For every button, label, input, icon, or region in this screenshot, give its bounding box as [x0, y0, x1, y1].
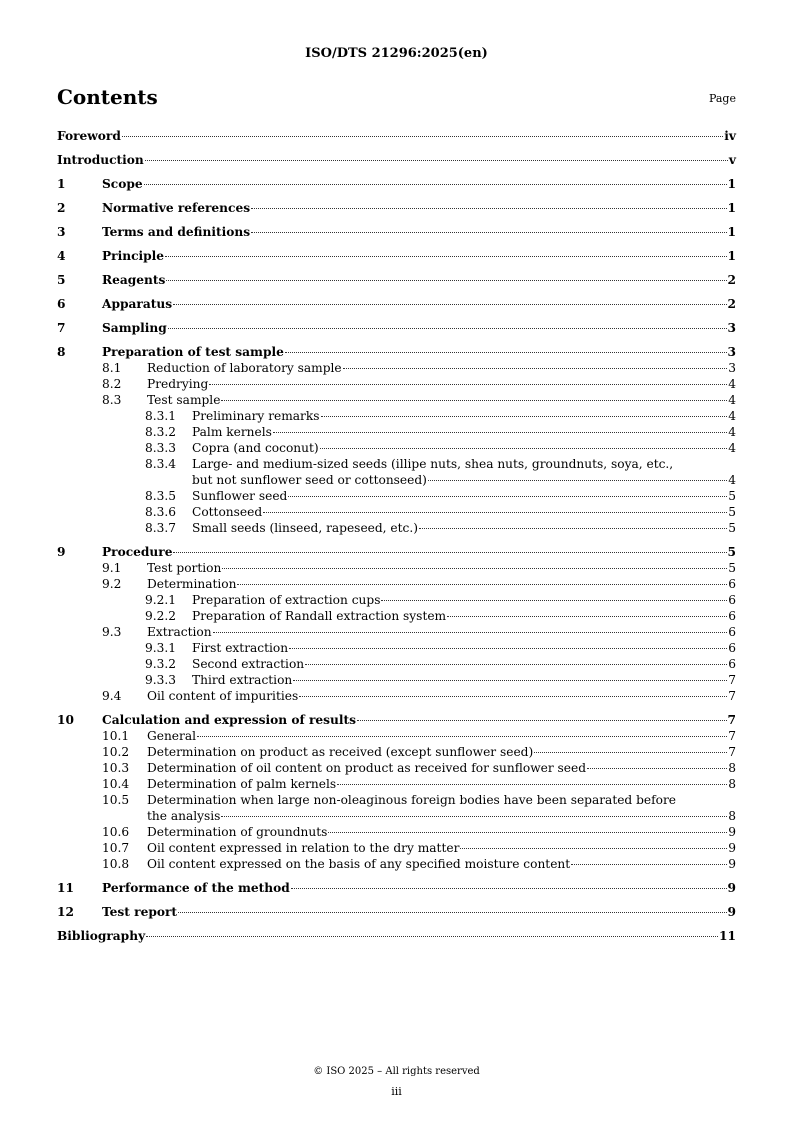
toc-leader [146, 936, 718, 937]
toc-leader [320, 448, 728, 449]
toc-page: 1 [727, 225, 736, 239]
toc-leader [122, 136, 723, 137]
toc-leader [237, 584, 727, 585]
toc-page: 6 [728, 625, 736, 639]
toc-page: 1 [727, 177, 736, 191]
toc-page: 4 [728, 441, 736, 455]
toc-leader [251, 208, 726, 209]
toc-text: Test portion [147, 561, 222, 575]
toc-entry-9-2-2[interactable] [57, 608, 736, 624]
toc-leader [328, 832, 727, 833]
toc-page: 4 [728, 377, 736, 391]
toc-number: 10.1 [102, 729, 130, 743]
toc-leader [534, 752, 727, 753]
toc-page: 3 [727, 321, 736, 335]
toc-text: Sunflower seed [192, 489, 288, 503]
toc-text: Bibliography [57, 929, 146, 943]
toc-number: 8 [57, 345, 66, 359]
toc-leader [299, 696, 727, 697]
toc-number: 10.7 [102, 841, 130, 855]
toc-leader [165, 256, 726, 257]
toc-number: 8.3.3 [145, 441, 177, 455]
toc-text: Preparation of Randall extraction system [192, 609, 447, 623]
toc-page: 7 [728, 673, 736, 687]
toc-page: 8 [728, 761, 736, 775]
toc-number: 10.2 [102, 745, 130, 759]
toc-leader [273, 432, 727, 433]
toc-number: 10 [57, 713, 74, 727]
toc-number: 10.4 [102, 777, 130, 791]
toc-leader [251, 232, 726, 233]
toc-leader [343, 368, 728, 369]
toc-entry-10[interactable] [57, 712, 736, 728]
toc-page: 7 [728, 689, 736, 703]
toc-entry-9-3-3[interactable] [57, 672, 736, 688]
toc-text: Procedure [102, 545, 173, 559]
toc-text: First extraction [192, 641, 289, 655]
toc-entry-9-1[interactable] [57, 560, 736, 576]
toc-text: Oil content expressed on the basis of any specified moisture content [147, 857, 571, 871]
toc-leader [305, 664, 727, 665]
toc-leader [263, 512, 727, 513]
toc-leader [145, 160, 728, 161]
toc-entry-8-3-6[interactable] [57, 504, 736, 520]
toc-page: 9 [728, 841, 736, 855]
toc-leader [419, 528, 727, 529]
toc-text: Performance of the method [102, 881, 290, 895]
toc-leader [173, 552, 726, 553]
toc-text: Determination [147, 577, 237, 591]
page-number: iii [391, 1085, 402, 1098]
toc-page: 9 [728, 825, 736, 839]
toc-entry-8-3-2[interactable] [57, 424, 736, 440]
toc-page: 4 [728, 393, 736, 407]
toc-leader [357, 720, 727, 721]
toc-text: Determination of groundnuts [147, 825, 328, 839]
toc-number: 8.3.6 [145, 505, 177, 519]
toc-leader [166, 280, 726, 281]
toc-entry-foreword[interactable] [57, 128, 736, 144]
toc-text: Oil content of impurities [147, 689, 299, 703]
toc-leader [222, 568, 727, 569]
toc-entry-9[interactable] [57, 544, 736, 560]
toc-entry-8-3-3[interactable] [57, 440, 736, 456]
toc-page: 1 [727, 249, 736, 263]
toc-text: Principle [102, 249, 165, 263]
toc-number: 2 [57, 201, 66, 215]
toc-number: 9.2 [102, 577, 122, 591]
toc-number: 6 [57, 297, 66, 311]
toc-page: iv [724, 129, 736, 143]
toc-text: Test report [102, 905, 178, 919]
toc-number: 9.2.1 [145, 593, 177, 607]
toc-entry-9-2[interactable] [57, 576, 736, 592]
toc-text: Scope [102, 177, 143, 191]
toc-entry-3[interactable] [57, 224, 736, 240]
toc-leader [221, 400, 727, 401]
toc-page: 6 [728, 577, 736, 591]
toc-number: 8.2 [102, 377, 122, 391]
toc-text: Terms and definitions [102, 225, 251, 239]
toc-leader [291, 888, 727, 889]
toc-leader [337, 784, 727, 785]
toc-entry-2[interactable] [57, 200, 736, 216]
toc-number: 1 [57, 177, 66, 191]
toc-entry-9-3[interactable] [57, 624, 736, 640]
toc-entry-6[interactable] [57, 296, 736, 312]
toc-text: Predrying [147, 377, 209, 391]
toc-page: 5 [728, 489, 736, 503]
toc-number: 11 [57, 881, 74, 895]
toc-leader [144, 184, 727, 185]
toc-text: Second extraction [192, 657, 305, 671]
toc-text: Apparatus [102, 297, 173, 311]
toc-page: 8 [728, 809, 736, 823]
toc-number: 8.3 [102, 393, 122, 407]
toc-leader [571, 864, 727, 865]
toc-text-cont: but not sunflower seed or cottonseed) [192, 473, 427, 487]
toc-entry-9-3-2[interactable] [57, 656, 736, 672]
toc-number: 8.3.7 [145, 521, 177, 535]
toc-number: 3 [57, 225, 66, 239]
toc-entry-8-1[interactable] [57, 360, 736, 376]
toc-entry-8-3-4[interactable] [57, 456, 736, 488]
toc-number: 9 [57, 545, 66, 559]
toc-page: 3 [727, 345, 736, 359]
toc-leader [293, 680, 727, 681]
toc-text: Determination of oil content on product as received for sunflower seed [147, 761, 587, 775]
toc-number: 9.3.2 [145, 657, 177, 671]
toc-entry-10-5-cont [57, 808, 736, 824]
toc-leader [173, 304, 726, 305]
toc-entry-8-3-7[interactable] [57, 520, 736, 536]
toc-text: Cottonseed [192, 505, 263, 519]
toc-leader [447, 616, 727, 617]
toc-number: 12 [57, 905, 74, 919]
toc-text: Normative references [102, 201, 251, 215]
toc-text: Calculation and expression of results [102, 713, 356, 727]
toc-entry-10-5[interactable] [57, 792, 736, 824]
toc-text: Sampling [102, 321, 167, 335]
toc-number: 10.3 [102, 761, 130, 775]
toc-page: 5 [728, 521, 736, 535]
toc-page: 6 [728, 657, 736, 671]
toc-leader [285, 352, 727, 353]
toc-page: 2 [727, 297, 736, 311]
toc-leader [289, 648, 727, 649]
toc-number: 9.4 [102, 689, 122, 703]
toc-page: 1 [727, 201, 736, 215]
toc-page: 5 [728, 561, 736, 575]
toc-leader [209, 384, 727, 385]
toc-page: 7 [727, 713, 736, 727]
toc-entry-4[interactable] [57, 248, 736, 264]
toc-page: 4 [728, 425, 736, 439]
toc-entry-8-3[interactable] [57, 392, 736, 408]
toc-number: 8.3.5 [145, 489, 177, 503]
toc-number: 9.1 [102, 561, 122, 575]
toc-leader [428, 480, 727, 481]
toc-leader [460, 848, 727, 849]
toc-entry-8-2[interactable] [57, 376, 736, 392]
toc-leader [381, 600, 727, 601]
toc-number: 10.6 [102, 825, 130, 839]
toc-number: 10.5 [102, 793, 130, 807]
toc-number: 8.3.1 [145, 409, 177, 423]
toc-leader [213, 632, 728, 633]
document-header: ISO/DTS 21296:2025(en) [305, 46, 488, 61]
toc-page: 9 [728, 857, 736, 871]
toc-leader [197, 736, 727, 737]
toc-entry-introduction[interactable] [57, 152, 736, 168]
toc-page: 6 [728, 593, 736, 607]
toc-entry-10-8[interactable] [57, 856, 736, 872]
page-title: Contents [57, 85, 158, 109]
toc-entry-9-2-1[interactable] [57, 592, 736, 608]
toc-entry-bibliography[interactable] [57, 928, 736, 944]
toc-entry-5[interactable] [57, 272, 736, 288]
toc-text: Preparation of test sample [102, 345, 284, 359]
toc-text: Small seeds (linseed, rapeseed, etc.) [192, 521, 418, 535]
toc-text: Oil content expressed in relation to the dry matter [147, 841, 460, 855]
toc-text-cont: the analysis [147, 809, 221, 823]
toc-page: 6 [728, 609, 736, 623]
toc-entry-8[interactable] [57, 344, 736, 360]
toc-text: Reagents [102, 273, 166, 287]
toc-text: Determination when large non-oleaginous foreign bodies have been separated before [147, 793, 677, 807]
toc-page: 7 [728, 745, 736, 759]
toc-number: 9.2.2 [145, 609, 177, 623]
toc-number: 9.3.3 [145, 673, 177, 687]
copyright-notice: © ISO 2025 – All rights reserved [313, 1066, 480, 1077]
toc-entry-10-3[interactable] [57, 760, 736, 776]
toc-text: Preparation of extraction cups [192, 593, 381, 607]
toc-text: Third extraction [192, 673, 293, 687]
toc-text: Determination on product as received (except sunflower seed) [147, 745, 534, 759]
toc-text: Palm kernels [192, 425, 272, 439]
toc-number: 7 [57, 321, 66, 335]
toc-entry-10-1[interactable] [57, 728, 736, 744]
table-of-contents [57, 128, 736, 944]
toc-page: 2 [727, 273, 736, 287]
toc-page: 4 [728, 473, 736, 487]
toc-entry-1[interactable] [57, 176, 736, 192]
toc-leader [168, 328, 727, 329]
toc-number: 4 [57, 249, 66, 263]
toc-number: 8.3.2 [145, 425, 177, 439]
toc-number: 8.3.4 [145, 457, 177, 471]
toc-page: 9 [727, 881, 736, 895]
toc-entry-8-3-4-cont [57, 472, 736, 488]
toc-page: 3 [728, 361, 736, 375]
toc-entry-10-6[interactable] [57, 824, 736, 840]
toc-entry-8-3-1[interactable] [57, 408, 736, 424]
toc-entry-10-7[interactable] [57, 840, 736, 856]
toc-number: 8.1 [102, 361, 122, 375]
toc-entry-9-3-1[interactable] [57, 640, 736, 656]
toc-leader [178, 912, 726, 913]
toc-leader [321, 416, 728, 417]
toc-entry-7[interactable] [57, 320, 736, 336]
toc-leader [587, 768, 727, 769]
toc-text: Introduction [57, 153, 144, 167]
page-column-label: Page [708, 92, 736, 105]
toc-entry-10-4[interactable] [57, 776, 736, 792]
toc-text: Extraction [147, 625, 212, 639]
toc-leader [221, 816, 727, 817]
toc-text: General [147, 729, 196, 743]
toc-page: 7 [728, 729, 736, 743]
toc-entry-12[interactable] [57, 904, 736, 920]
toc-page: 5 [728, 505, 736, 519]
toc-number: 5 [57, 273, 66, 287]
toc-leader [288, 496, 727, 497]
toc-page: 4 [728, 409, 736, 423]
toc-page: 5 [727, 545, 736, 559]
toc-entry-10-2[interactable] [57, 744, 736, 760]
toc-page: v [728, 153, 736, 167]
toc-page: 6 [728, 641, 736, 655]
toc-page: 11 [719, 929, 736, 943]
toc-entry-9-4[interactable] [57, 688, 736, 704]
toc-entry-11[interactable] [57, 880, 736, 896]
toc-text: Determination of palm kernels [147, 777, 337, 791]
toc-text: Foreword [57, 129, 121, 143]
toc-number: 10.8 [102, 857, 130, 871]
toc-text: Test sample [147, 393, 221, 407]
toc-text: Copra (and coconut) [192, 441, 319, 455]
toc-text: Large- and medium-sized seeds (illipe nuts, shea nuts, groundnuts, soya, etc., [192, 457, 674, 471]
toc-text: Preliminary remarks [192, 409, 320, 423]
toc-entry-8-3-5[interactable] [57, 488, 736, 504]
toc-number: 9.3.1 [145, 641, 177, 655]
toc-text: Reduction of laboratory sample [147, 361, 342, 375]
toc-page: 8 [728, 777, 736, 791]
toc-number: 9.3 [102, 625, 122, 639]
toc-page: 9 [727, 905, 736, 919]
